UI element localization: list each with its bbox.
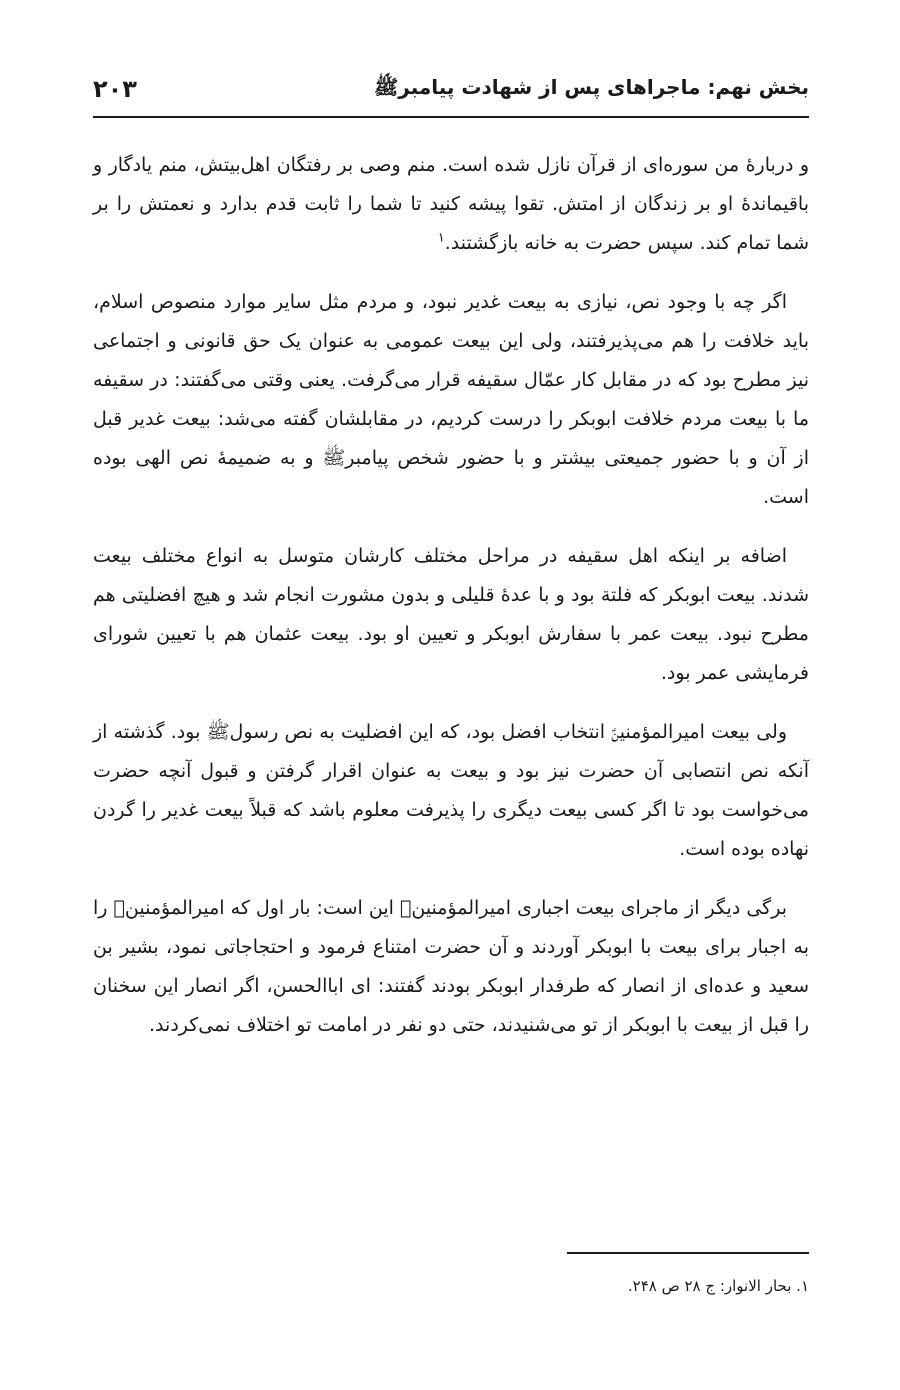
footnote: ۱. بحار الانوار: ج ۲۸ ص ۲۴۸. [627,1277,809,1295]
body-text [93,146,809,1065]
header-divider [93,116,809,118]
paragraph [93,889,809,1045]
chapter-title: بخش نهم: ماجراهای پس از شهادت پیامبرﷺ [374,74,809,99]
paragraph [93,537,809,693]
running-header [93,72,809,106]
book-page [93,0,809,1390]
page-number: ۲۰۳ [93,75,137,103]
paragraph [93,146,809,263]
paragraph [93,283,809,517]
paragraph-text: اضافه بر اینکه اهل سقیفه در مراحل مختلف کارشان متوسل به انواع مختلف بیعت شدند. بیعت ابوبکر که فلتة بود و با عدهٔ قلیلی و بدون مشورت انجام شد و هیچ افضلیتی هم مطرح نبود. بیعت عمر با سفارش ابوبکر و تعیین او بود. بیعت عثمان هم با تعیین شورای فرمایشی عمر بود. [93,545,809,684]
paragraph-text: اگر چه با وجود نص، نیازی به بیعت غدیر نبود، و مردم مثل سایر موارد منصوص اسلام، باید خلافت را هم می‌پذیرفتند، ولی این بیعت عمومی به عنوان یک حق قانونی و اجتماعی نیز مطرح بود که در مقابل کار عمّال سقیفه قرار می‌گرفت. یعنی وقتی می‌گفتند: در سقیفه ما با بیعت مردم خلافت ابوبکر را درست کردیم، در مقابلشان گفته می‌شد: بیعت غدیر قبل از آن و با حضور جمیعتی بیشتر و با حضور شخص پیامبرﷺ و به ضمیمهٔ نص الهی بوده است. [93,291,809,508]
paragraph [93,713,809,869]
footnote-reference[interactable]: ۱ [437,230,445,246]
footnote-divider [567,1252,809,1254]
paragraph-text: و دربارهٔ من سوره‌ای از قرآن نازل شده است. منم وصی بر رفتگان اهل‌بیتش، منم یادگار و باقیماندهٔ او بر زندگان از امتش. تقوا پیشه کنید تا شما را ثابت قدم بدارد و نعمتش را بر شما تمام کند. سپس حضرت به خانه بازگشتند. [93,154,809,254]
paragraph-text: ولی بیعت امیرالمؤمنینؑ انتخاب افضل بود، که این افضلیت به نص رسولﷺ بود. گذشته از آنکه نص انتصابی آن حضرت نیز بود و بیعت به عنوان اقرار گرفتن و قبول آنچه حضرت می‌خواست بود تا اگر کسی بیعت دیگری را پذیرفت معلوم باشد که قبلاً بیعت غدیر را گردن نهاده بوده است. [93,721,809,860]
paragraph-text: برگی دیگر از ماجرای بیعت اجباری امیرالمؤمنینؑ این است: بار اول که امیرالمؤمنینؑ را به اجبار برای بیعت با ابوبکر آوردند و آن حضرت امتناع فرمود و احتجاجاتی نمود، بشیر بن سعید و عده‌ای از انصار که طرفدار ابوبکر بودند گفتند: ای اباالحسن، اگر انصار این سخنان را قبل از بیعت با ابوبکر از تو می‌شنیدند، حتی دو نفر در امامت تو اختلاف نمی‌کردند. [93,897,809,1036]
